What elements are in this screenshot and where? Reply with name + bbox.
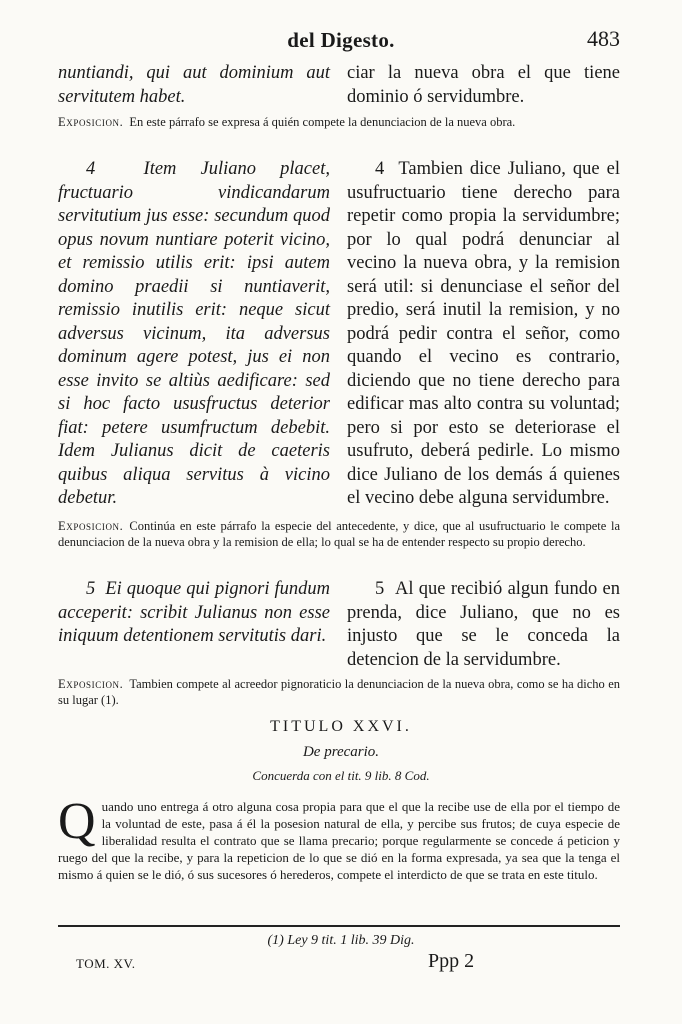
exposition-2 xyxy=(58,518,620,550)
body-text: uando uno entrega á otro alguna cosa propia para que el que la recibe use de ella por el tiempo de la voluntad de este, pasa á él la posesion natural de ella, y percibe sus frutos; de cuya especie de liberalidad resulta el contrato que se llama precario; porque regularmente se concede á peticion y ruego del que la recibe, y para la repeticion de lo que se dió en la forma expresada, ya sea que la tenga el mismo á quien se le dió, ó sus sucesores ó herederos, compete el interdicto de que se trata en este titulo. xyxy=(58,799,620,882)
signature-mark: Ppp 2 xyxy=(428,950,475,972)
footnote-rule xyxy=(58,925,620,927)
exposition-label: Exposicion. xyxy=(58,677,124,691)
body-paragraph xyxy=(58,793,620,883)
latin-text: Item Juliano placet, fructuario vindicandarum servitutium jus esse: secundum quod opus novum nuntiare poterit vicino, et remissio utilis erit: ipsi autem domino praedii si nuntiaverit, remissio inutilis erit: neque sicut adversus vicinum, ita adversus dominum agere potest, jus ei non esse invito se altiùs aedificare: sed si hoc facto ususfructus deterior fiat: petere usumfructum debebit. Idem Julianus dicit de caeteris quibus aliqua servitus à vicino debetur. xyxy=(58,159,330,508)
running-header: del Digesto. xyxy=(287,28,395,52)
exposition-label: Exposicion. xyxy=(58,519,124,533)
exposition-text: En este párrafo se expresa á quién compete la denunciacion de la nueva obra. xyxy=(129,115,516,129)
latin-section-4 xyxy=(58,158,330,511)
exposition-label: Exposicion. xyxy=(58,115,124,129)
exposition-text: Continúa en este párrafo la especie del antecedente, y dice, que al usufructuario le compete la denunciacion de la nueva obra y la remision de ella; lo qual se ha de entender respecto su propio derecho. xyxy=(58,519,620,549)
exposition-1 xyxy=(58,114,620,130)
exposition-3 xyxy=(58,676,620,708)
latin-continuation xyxy=(58,62,330,109)
spanish-continuation xyxy=(347,62,620,109)
latin-text: Ei quoque qui pignori fundum acceperit: scribit Julianus non esse iniquum detentionem servitutis dari. xyxy=(58,579,330,646)
title-subheading: De precario. xyxy=(302,744,380,760)
spanish-section-4 xyxy=(347,158,620,511)
section-number: 4 xyxy=(86,159,96,179)
spanish-text: Tambien dice Juliano, que el usufructuario tiene derecho para repetir como propia la servidumbre; por lo qual podrá denunciar al vecino la nueva obra, y la remision será util: si denunciase el señor del predio, será inutil la remision, y no podrá pedir contra el señor, como quando el vecino es contrario, diciendo que no tiene derecho para edificar mas alto contra su voluntad; pero si por esto se deteriorase el usufruto, deberá pedirle. Lo mismo dice Juliano de los demás á quienes el vecino debe alguna servidumbre. xyxy=(347,159,621,508)
title-concordance: Concuerda con el tit. 9 lib. 8 Cod. xyxy=(252,768,430,783)
section-number: 5 xyxy=(86,579,96,599)
title-heading: TITULO XXVI. xyxy=(270,718,412,735)
spanish-section-5 xyxy=(347,578,620,672)
latin-section-5 xyxy=(58,578,330,649)
tome-label: TOM. XV. xyxy=(76,956,136,971)
latin-text: nuntiandi, qui aut dominium aut servitutem habet. xyxy=(58,63,330,107)
exposition-text: Tambien compete al acreedor pignoraticio la denunciacion de la nueva obra, como se ha dicho en su lugar (1). xyxy=(58,677,620,707)
page-number: 483 xyxy=(587,26,620,51)
spanish-text: Al que recibió algun fundo en prenda, dice Juliano, que no es injusto que se le conceda la detencion de la servidumbre. xyxy=(347,579,621,670)
footnote: (1) Ley 9 tit. 1 lib. 39 Dig. xyxy=(267,933,415,948)
section-number: 4 xyxy=(375,159,385,179)
section-number: 5 xyxy=(375,579,385,599)
spanish-text: ciar la nueva obra el que tiene dominio ó servidumbre. xyxy=(347,63,620,107)
drop-cap: Q xyxy=(58,793,96,850)
